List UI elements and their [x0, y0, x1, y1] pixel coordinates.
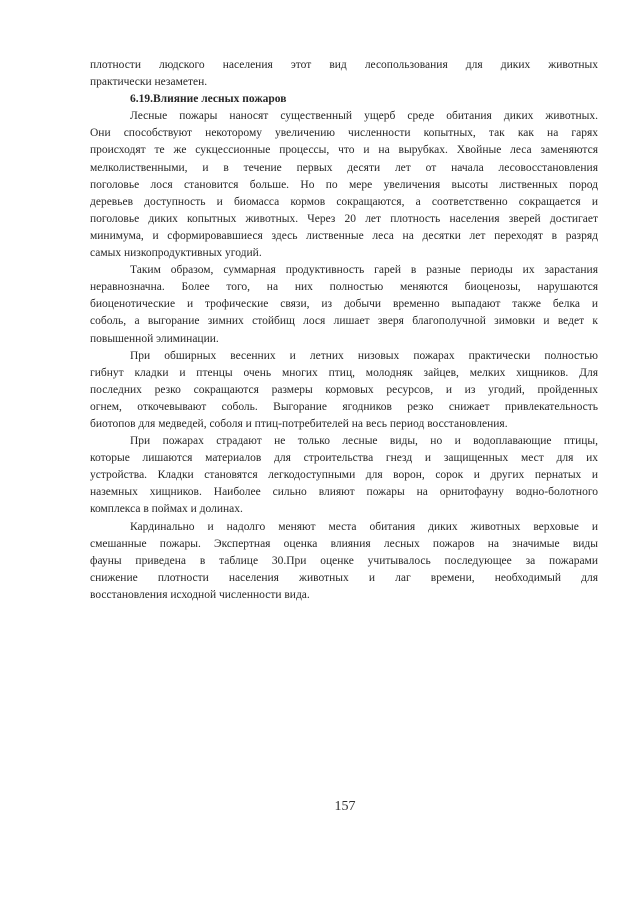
continuation-paragraph — [90, 57, 598, 91]
text-line: практически незаметен. — [90, 76, 208, 89]
text-line: При обширных весенних и летних низовых пожарах практически полностью — [130, 349, 598, 362]
text-line: которые лишаются материалов для строительства гнезд и защищенных мест для их — [90, 452, 598, 465]
text-line: биотопов для медведей, соболя и птиц-потребителей на весь период восстановления. — [90, 417, 508, 430]
paragraph — [90, 262, 598, 347]
text-line: происходят те же сукцессионные процессы, что и на вырубках. Хвойные леса заменяются — [90, 144, 598, 157]
text-line: мелколиственными, и в течение первых десяти лет от начала лесовосстановления — [90, 161, 598, 174]
section-text — [90, 108, 598, 604]
page-number: 157 — [334, 799, 356, 814]
text-line: восстановления исходной численности вида. — [90, 588, 310, 601]
text-line: Лесные пожары наносят существенный ущерб среде обитания диких животных. — [130, 110, 598, 123]
paragraph — [90, 433, 598, 518]
text-line: Они способствуют некоторому увеличению численности копытных, так как на гарях — [90, 127, 598, 140]
text-line: снижение плотности населения животных и лаг времени, необходимый для — [90, 571, 598, 584]
text-line: огнем, откочевывают соболь. Выгорание ягодников резко снижает привлекательность — [90, 400, 598, 413]
text-line: Таким образом, суммарная продуктивность гарей в разные периоды их зарастания — [130, 264, 598, 277]
text-line: биоценотические и трофические связи, из добычи временно выпадают также белка и — [90, 298, 598, 311]
text-line: наземных хищников. Наиболее сильно влияют пожары на орнитофауну водно-болотного — [90, 486, 598, 499]
text-line: фауны приведена в таблице 30.При оценке учитывалось последующее за пожарами — [90, 554, 598, 567]
text-line: последних резко сокращаются размеры кормовых ресурсов, и из угодий, пройденных — [90, 383, 598, 396]
text-line: самых низкопродуктивных угодий. — [90, 247, 262, 260]
paragraph — [90, 348, 598, 433]
text-line: поголовье лося становится больше. Но по мере увеличения высоты лиственных пород — [90, 178, 598, 191]
paragraph — [90, 519, 598, 604]
text-line: комплекса в поймах и долинах. — [90, 503, 243, 516]
text-line: повышенной элиминации. — [90, 332, 219, 345]
text-line: гибнут кладки и птенцы очень многих птиц, молодняк зайцев, мелких хищников. Для — [90, 366, 598, 379]
text-line: соболь, а выгорание зимних стойбищ лося лишает зверя благополучной зимовки и ведет к — [90, 315, 598, 328]
text-line: неравнозначна. Более того, на них полностью меняются биоценозы, нарушаются — [90, 281, 598, 294]
text-line: деревьев доступность и биомасса кормов сокращаются, а соответственно сокращается и — [90, 195, 598, 208]
text-line: Кардинально и надолго меняют места обитания диких животных верховые и — [130, 520, 598, 533]
text-line: смешанные пожары. Экспертная оценка влияния лесных пожаров на значимые виды — [90, 537, 598, 550]
paragraph — [90, 108, 598, 262]
text-line: минимума, и сформировавшиеся здесь лиственные леса на десятки лет переходят в разряд — [90, 229, 598, 242]
text-line: При пожарах страдают не только лесные виды, но и водоплавающие птицы, — [130, 435, 598, 448]
text-line: поголовье диких копытных животных. Через 20 лет плотность населения зверей достигает — [90, 212, 598, 225]
text-line: устройства. Кладки становятся легкодоступными для ворон, сорок и других пернатых и — [90, 469, 598, 482]
text-line: плотности людского населения этот вид лесопользования для диких животных — [90, 59, 598, 71]
section-heading: 6.19.Влияние лесных пожаров — [130, 93, 287, 106]
page-body — [90, 57, 598, 604]
